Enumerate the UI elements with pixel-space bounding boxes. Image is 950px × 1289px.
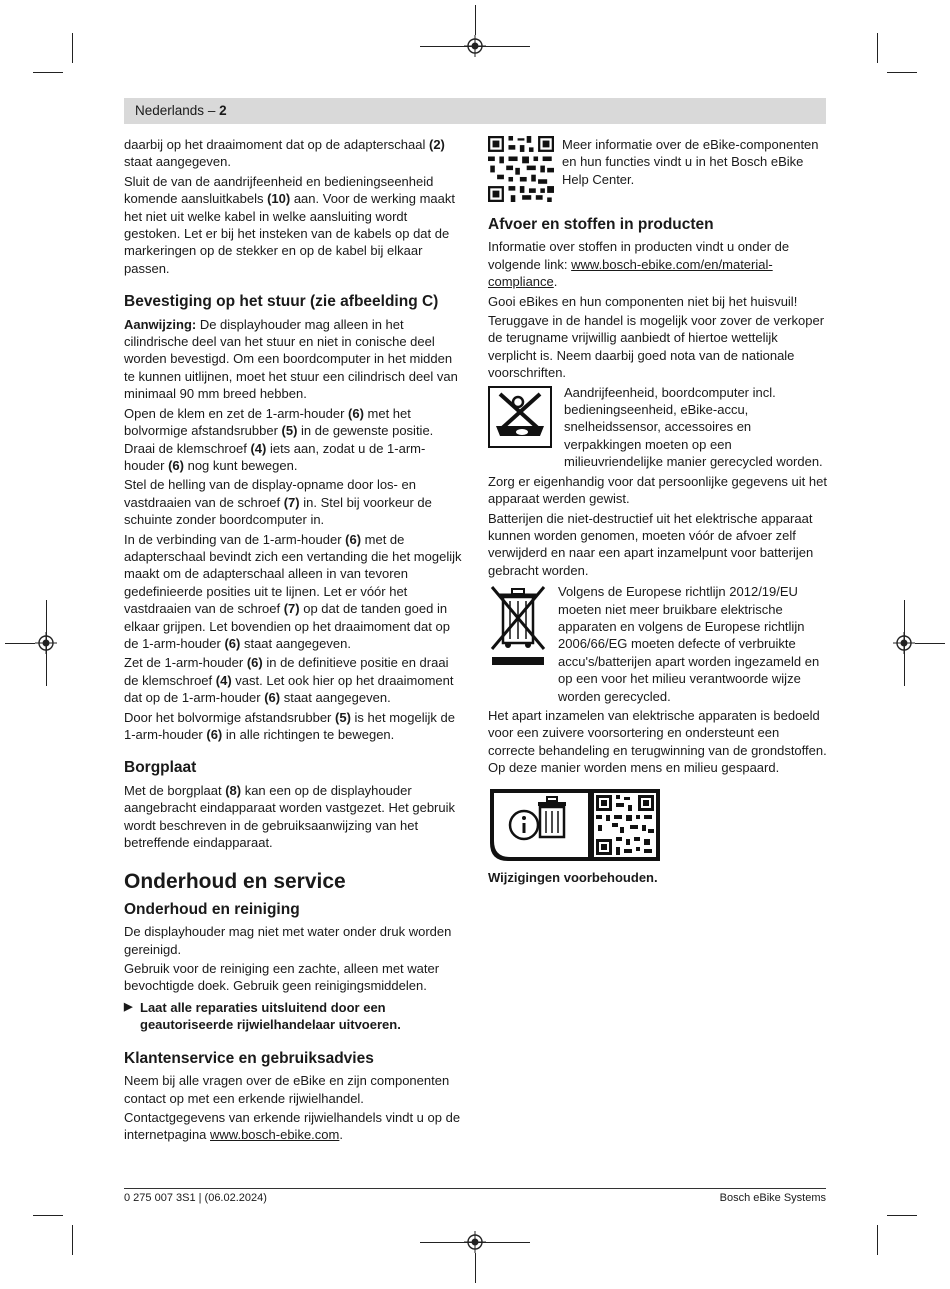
warning-item (124, 999, 464, 1034)
paragraph: Batterijen die niet-destructief uit het elektrische apparaat kunnen worden genomen, moeten vóór de afvoer zelf verwijderd en naar een apart inzamelpunt voor batterijen gebracht worden. (488, 510, 814, 578)
weee-text: Volgens de Europese richtlijn 2012/19/EU moeten niet meer bruikbare elektrische apparaten en volgens de Europese richtlijn 2006/66/EG moeten defecte of verbruikte accu's/batterijen apart worden ingezameld en op een voor het milieu verantwoorde wijze worden gerecycled. (558, 584, 820, 704)
paragraph: Informatie over stoffen in producten vindt u onder de volgende link: www.bosch-ebike.com/en/material-compliance. (488, 239, 790, 290)
crop-mark (5, 643, 35, 644)
page-number: 2 (219, 103, 227, 118)
crop-mark (887, 72, 917, 73)
section-heading: Onderhoud en reiniging (124, 900, 300, 918)
left-column (124, 136, 464, 1146)
crop-mark (475, 1253, 476, 1283)
paragraph: Contactgegevens van erkende rijwielhandels vindt u op de internetpagina www.bosch-ebike.com. (124, 1109, 461, 1143)
footer-brand: Bosch eBike Systems (719, 1192, 826, 1204)
website-link[interactable]: www.bosch-ebike.com (210, 1127, 340, 1143)
crop-mark (72, 1225, 73, 1255)
paragraph: Neem bij alle vragen over de eBike en zijn componenten contact op met een erkende rijwielhandel. (124, 1073, 450, 1106)
crop-mark (915, 643, 945, 644)
section-heading: Borgplaat (124, 759, 197, 777)
paragraph: Open de klem en zet de 1-arm-houder (6) met het bolvormige afstandsrubber (5) in de gewenste positie. Draai de klemschroef (4) iets aan, zodat u de 1-arm-houder (6) nog kunt bewegen. (124, 405, 434, 473)
paragraph: Zorg er eigenhandig voor dat persoonlijke gegevens uit het apparaat werden gewist. (488, 473, 827, 507)
crossed-out-bin-icon (488, 583, 548, 669)
qr-info-text: Meer informatie over de eBike-componenten en hun functies vindt u in het Bosch eBike Help Center. (562, 137, 819, 187)
note-paragraph: Aanwijzing: De displayhouder mag alleen in het cilindrische deel van het stuur en niet in conische deel worden bevestigd. Om een boordcomputer in het midden te kunnen uitlijnen, moet het stuur een cilindrisch deel van minimaal 90 mm breed hebben. (124, 316, 458, 402)
paragraph: Zet de 1-arm-houder (6) in de definitieve positie en draai de klemschroef (4) vast. Let ook hier op het draaimoment dat op de 1-arm-houder (6) staat aangegeven. (124, 655, 454, 706)
recycling-symbol-icon (488, 386, 552, 448)
crop-mark (887, 1215, 917, 1216)
paragraph: Sluit de van de aandrijfeenheid en bedieningseenheid komende aansluitkabels (10) aan. Voor de werking maakt het niet uit welke kabel in welke aansluiting wordt gestoken. Let er bij het insteken van de kabels op dat de markeringen op de stekker en op de kabel bij elkaar passen. (124, 173, 455, 276)
material-compliance-link[interactable]: www.bosch-ebike.com/en/material-compliance (488, 256, 773, 290)
crop-mark (877, 33, 878, 63)
section-heading: Bevestiging op het stuur (zie afbeelding C) (124, 293, 439, 311)
crop-mark (420, 46, 530, 47)
chapter-heading: Onderhoud en service (124, 870, 346, 894)
crop-mark (877, 1225, 878, 1255)
paragraph: Stel de helling van de display-opname door los- en vastdraaien van de schroef (7) in. Stel bij voorkeur de schuinte zonder boordcomputer in. (124, 477, 432, 528)
triangle-bullet-icon: ▶ (124, 1000, 133, 1013)
crop-mark (72, 33, 73, 63)
paragraph: daarbij op het draaimoment dat op de adapterschaal (2) staat aangegeven. (124, 137, 445, 170)
paragraph: In de verbinding van de 1-arm-houder (6) met de adapterschaal bevindt zich een vertanding die het mogelijk maakt om de adapterschaal alleen in van tevoren gedefinieerde posities uit te lijnen. Let er vóór het vastdraaien van de schroef (7) op dat de tanden goed in elkaar grijpen. Let bovendien op het draaimoment dat op de 1-arm-houder (6) staat aangegeven. (124, 531, 462, 651)
weee-row (488, 583, 828, 705)
page-header (124, 98, 826, 124)
footer-rule (124, 1188, 826, 1189)
footer-doc-number: 0 275 007 3S1 | (06.02.2024) (124, 1192, 267, 1204)
crop-mark (904, 600, 905, 686)
section-heading: Klantenservice en gebruiksadvies (124, 1049, 374, 1067)
section-heading: Afvoer en stoffen in producten (488, 216, 714, 233)
paragraph: Gooi eBikes en hun componenten niet bij het huisvuil! (488, 293, 798, 309)
recycle-row (488, 384, 828, 471)
paragraph: Gebruik voor de reiniging een zachte, alleen met water bevochtigde doek. Gebruik geen reinigingsmiddelen. (124, 961, 440, 994)
qr-code-icon (488, 136, 554, 202)
paragraph: Met de borgplaat (8) kan een op de displayhouder aangebracht eindapparaat worden vastgezet. Het gebruik wordt beschreven in de gebruiksaanwijzing van het betreffende eindapparaat. (124, 782, 455, 851)
header-separator: – (207, 103, 216, 118)
recycle-text: Aandrijfeenheid, boordcomputer incl. bedieningseenheid, eBike-accu, snelheidssensor, accessoires en verpakkingen moeten op een milieuvriendelijke manier gerecycled worden. (564, 384, 823, 470)
paragraph: De displayhouder mag niet met water onder druk worden gereinigd. (124, 924, 452, 957)
crop-mark (420, 1242, 530, 1243)
crop-mark (475, 5, 476, 35)
warning-text: Laat alle reparaties uitsluitend door een geautoriseerde rijwielhandelaar uitvoeren. (140, 999, 401, 1033)
crop-mark (46, 600, 47, 686)
paragraph: Door het bolvormige afstandsrubber (5) is het mogelijk de 1-arm-houder (6) in alle richtingen te bewegen. (124, 709, 455, 742)
changes-reserved: Wijzigingen voorbehouden. (488, 869, 658, 885)
qr-info-row (488, 136, 828, 202)
info-bin-qr-badge-icon (488, 787, 662, 863)
paragraph: Het apart inzamelen van elektrische apparaten is bedoeld voor een zuivere voorsortering en ondersteunt een correcte behandeling en terugwinning van de grondstoffen. Op deze manier worden mens en milieu gespaard. (488, 707, 827, 776)
paragraph: Teruggave in de handel is mogelijk voor zover de verkoper de terugname vrijwillig aanbiedt of hiertoe wettelijk verplicht is. Neem daarbij goed nota van de nationale voorschriften. (488, 313, 825, 381)
right-column (488, 136, 828, 888)
header-text (135, 103, 227, 118)
crop-mark (33, 1215, 63, 1216)
crop-mark (33, 72, 63, 73)
header-language: Nederlands (135, 103, 205, 118)
